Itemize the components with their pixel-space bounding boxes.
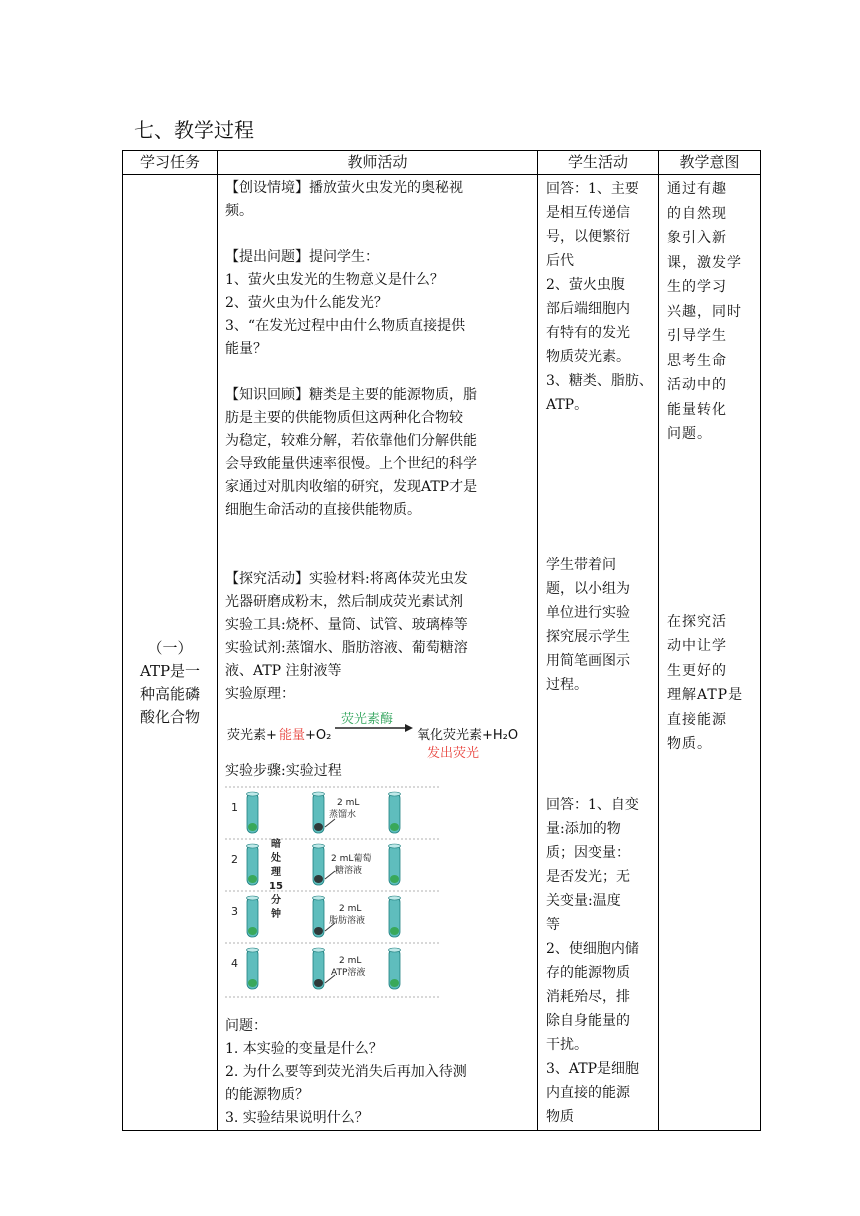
test-tube-rim: [313, 948, 325, 952]
dark-treatment-char: 分: [271, 895, 281, 906]
tube-liquid: [314, 875, 323, 883]
student-line: 等: [546, 917, 560, 933]
student-line: 质；因变量：: [546, 845, 630, 861]
tube-row-number: 3: [231, 905, 238, 918]
tube-label: 2 mL葡萄: [331, 854, 372, 864]
student-line: 是否发光；无: [546, 869, 630, 885]
student-line: 关变量:温度: [546, 893, 621, 909]
student-line: 量:添加的物: [546, 821, 621, 837]
student-line: 有特有的发光: [546, 325, 630, 341]
teacher-line: 【提出问题】提问学生：: [225, 249, 379, 265]
student-line: 2、萤火虫腹: [546, 277, 625, 293]
teacher-line: 实验原理：: [225, 686, 295, 702]
test-tube-rim: [247, 896, 259, 900]
intent-line: 象引入新: [667, 230, 727, 246]
header-task: 学习任务: [123, 151, 218, 175]
test-tube-rim: [247, 792, 259, 796]
intent-line: 问题。: [667, 426, 712, 442]
student-line: 单位进行实验: [546, 605, 630, 621]
tube-liquid: [248, 979, 257, 987]
teacher-line: 【创设情境】播放萤火虫发光的奥秘视: [225, 180, 463, 196]
intent-line: 能量转化: [667, 401, 727, 418]
intent-line: 课，激发学: [667, 254, 742, 271]
test-tube-rim: [247, 948, 259, 952]
teacher-line: 频。: [225, 203, 253, 219]
tube-liquid: [314, 927, 323, 935]
test-tube-rim: [389, 896, 401, 900]
teacher-line: 为稳定，较难分解，若依靠他们分解供能: [225, 433, 477, 449]
tube-row-number: 4: [231, 957, 238, 970]
student-line: 是相互传递信: [546, 205, 630, 221]
question-line: 1. 本实验的变量是什么？: [225, 1041, 383, 1057]
tube-liquid: [248, 875, 257, 883]
intent-line: 生的学习: [667, 279, 727, 295]
teacher-line: 【探究活动】实验材料:将离体荧光虫发: [225, 571, 468, 587]
steps-label: 实验步骤:实验过程: [225, 763, 342, 779]
eq-energy: 能量: [279, 728, 306, 743]
intent-line: 兴趣，同时: [667, 303, 742, 320]
student-line: 学生带着问: [546, 557, 616, 573]
header-student: 学生活动: [538, 151, 659, 175]
teacher-line: 液、ATP 注射液等: [225, 663, 342, 679]
intent-line: 理解ATP是: [667, 687, 744, 703]
student-answer-1: [546, 177, 654, 417]
test-tube-rim: [313, 896, 325, 900]
header-row: [123, 151, 761, 175]
reaction-arrow-icon: [335, 722, 413, 734]
student-answer-3: [546, 793, 654, 1129]
dark-treatment-char: 钟: [271, 909, 281, 920]
tube-liquid: [390, 875, 399, 883]
intent-1: [667, 177, 754, 447]
label-pointer: [325, 871, 335, 879]
tube-label: 2 mL: [339, 904, 362, 914]
dark-treatment-char: 暗: [271, 839, 281, 850]
student-line: 回答：1、主要: [546, 181, 639, 197]
intent-line: 直接能源: [667, 711, 727, 728]
intent-line: 生更好的: [667, 662, 727, 679]
teaching-intent-cell: [659, 175, 761, 1131]
question-line: 2. 为什么要等到荧光消失后再加入待测: [225, 1064, 467, 1080]
intent-line: 在探究活: [667, 613, 727, 630]
tube-liquid: [248, 927, 257, 935]
student-answer-2: [546, 553, 654, 697]
dark-treatment-char: 处: [271, 853, 281, 864]
student-line: 用简笔画图示: [546, 653, 630, 669]
tube-liquid: [390, 823, 399, 831]
intent-2: [667, 610, 754, 757]
student-line: 除自身能量的: [546, 1013, 630, 1029]
label-pointer: [325, 819, 335, 827]
test-tube-rim: [247, 844, 259, 848]
student-line: 存的能源物质: [546, 965, 630, 981]
student-line: 探究展示学生: [546, 629, 630, 645]
tube-row-number: 1: [231, 801, 238, 814]
tube-label: 脂肪溶液: [329, 916, 366, 926]
student-line: 3、ATP是细胞: [546, 1061, 640, 1077]
header-teacher: 教师活动: [218, 151, 538, 175]
eq-product: 氧化荧光素+H₂O: [417, 728, 519, 743]
teacher-line: 实验工具:烧杯、量筒、试管、玻璃棒等: [225, 617, 468, 633]
tube-label: 2 mL: [337, 798, 360, 808]
tube-row-number: 2: [231, 853, 238, 866]
eq-reactant: 荧光素+: [227, 728, 277, 743]
intent-line: 活动中的: [667, 377, 727, 393]
dark-treatment-char: 理: [271, 867, 281, 878]
student-line: 物质荧光素。: [546, 349, 630, 365]
task-line: 酸化合物: [139, 707, 200, 726]
test-tube-rim: [389, 792, 401, 796]
task-line: （一）: [147, 638, 193, 657]
eq-glow: 发出荧光: [427, 746, 480, 761]
question-line: 3. 实验结果说明什么？: [225, 1110, 369, 1126]
tube-liquid: [248, 823, 257, 831]
student-line: 后代: [546, 253, 574, 269]
student-line: 内直接的能源: [546, 1085, 630, 1101]
teacher-line: 会导致能量供速率很慢。上个世纪的科学: [225, 456, 477, 472]
teacher-line: 能量？: [225, 341, 267, 357]
student-line: 部后端细胞内: [546, 301, 630, 317]
student-line: ATP。: [546, 397, 589, 413]
teacher-line: 光器研磨成粉末，然后制成荧光素试剂: [225, 594, 463, 610]
teacher-line: 肪是主要的供能物质但这两种化合物较: [225, 410, 463, 426]
tube-liquid: [314, 823, 323, 831]
teacher-line: 1、萤火虫发光的生物意义是什么？: [225, 272, 444, 288]
intent-line: 动中让学: [667, 638, 727, 654]
test-tube-rim: [313, 792, 325, 796]
eq-enzyme: 荧光素酶: [341, 712, 394, 727]
experiment-tubes-figure: [225, 785, 440, 1007]
tube-label: ATP溶液: [331, 968, 366, 978]
intent-line: 通过有趣: [667, 181, 727, 197]
task-line: 种高能磷: [139, 684, 200, 703]
student-line: 物质: [546, 1109, 574, 1125]
intent-line: 的自然现: [667, 205, 727, 222]
student-line: 过程。: [546, 677, 588, 693]
tube-liquid: [390, 927, 399, 935]
intent-line: 引导学生: [667, 328, 727, 344]
student-line: 回答：1、自变: [546, 797, 639, 813]
student-activity-cell: [538, 175, 659, 1131]
test-tube-rim: [389, 948, 401, 952]
tube-label: 蒸馏水: [329, 810, 357, 820]
teacher-line: 【知识回顾】糖类是主要的能源物质，脂: [225, 387, 477, 403]
teacher-line: 3、“在发光过程中由什么物质直接提供: [225, 318, 466, 334]
teaching-process-table: [122, 150, 761, 1131]
teacher-line: 实验试剂:蒸馏水、脂肪溶液、葡萄糖溶: [225, 640, 468, 656]
tube-label: 2 mL: [339, 956, 362, 966]
eq-oxygen: +O₂: [305, 728, 332, 743]
student-line: 干扰。: [546, 1037, 588, 1053]
student-line: 2、使细胞内储: [546, 941, 639, 957]
teacher-line: 2、萤火虫为什么能发光？: [225, 295, 388, 311]
section-title: 七、教学过程: [134, 118, 254, 142]
header-intent: 教学意图: [659, 151, 761, 175]
student-line: 号，以便繁衍: [546, 229, 630, 245]
intent-line: 思考生命: [667, 352, 727, 369]
task-cell: [123, 175, 218, 1131]
student-line: 消耗殆尽，排: [546, 989, 630, 1005]
dark-treatment-char: 15: [269, 881, 283, 892]
question-line: 问题：: [225, 1018, 267, 1034]
question-line: 的能源物质？: [225, 1087, 309, 1103]
student-line: 3、糖类、脂肪、: [546, 373, 653, 389]
test-tube-rim: [313, 844, 325, 848]
teacher-line: 家通过对肌肉收缩的研究，发现ATP才是: [225, 479, 478, 495]
teacher-line: 细胞生命活动的直接供能物质。: [225, 502, 421, 518]
task-line: ATP是一: [139, 661, 201, 680]
intent-line: 物质。: [667, 736, 712, 752]
tube-liquid: [314, 979, 323, 987]
reaction-equation: [227, 710, 531, 761]
tube-liquid: [390, 979, 399, 987]
tube-label: 糖溶液: [335, 866, 363, 876]
content-row: [123, 175, 761, 1131]
test-tube-rim: [389, 844, 401, 848]
teacher-activity-cell: [218, 175, 538, 1131]
student-line: 题，以小组为: [546, 581, 630, 597]
